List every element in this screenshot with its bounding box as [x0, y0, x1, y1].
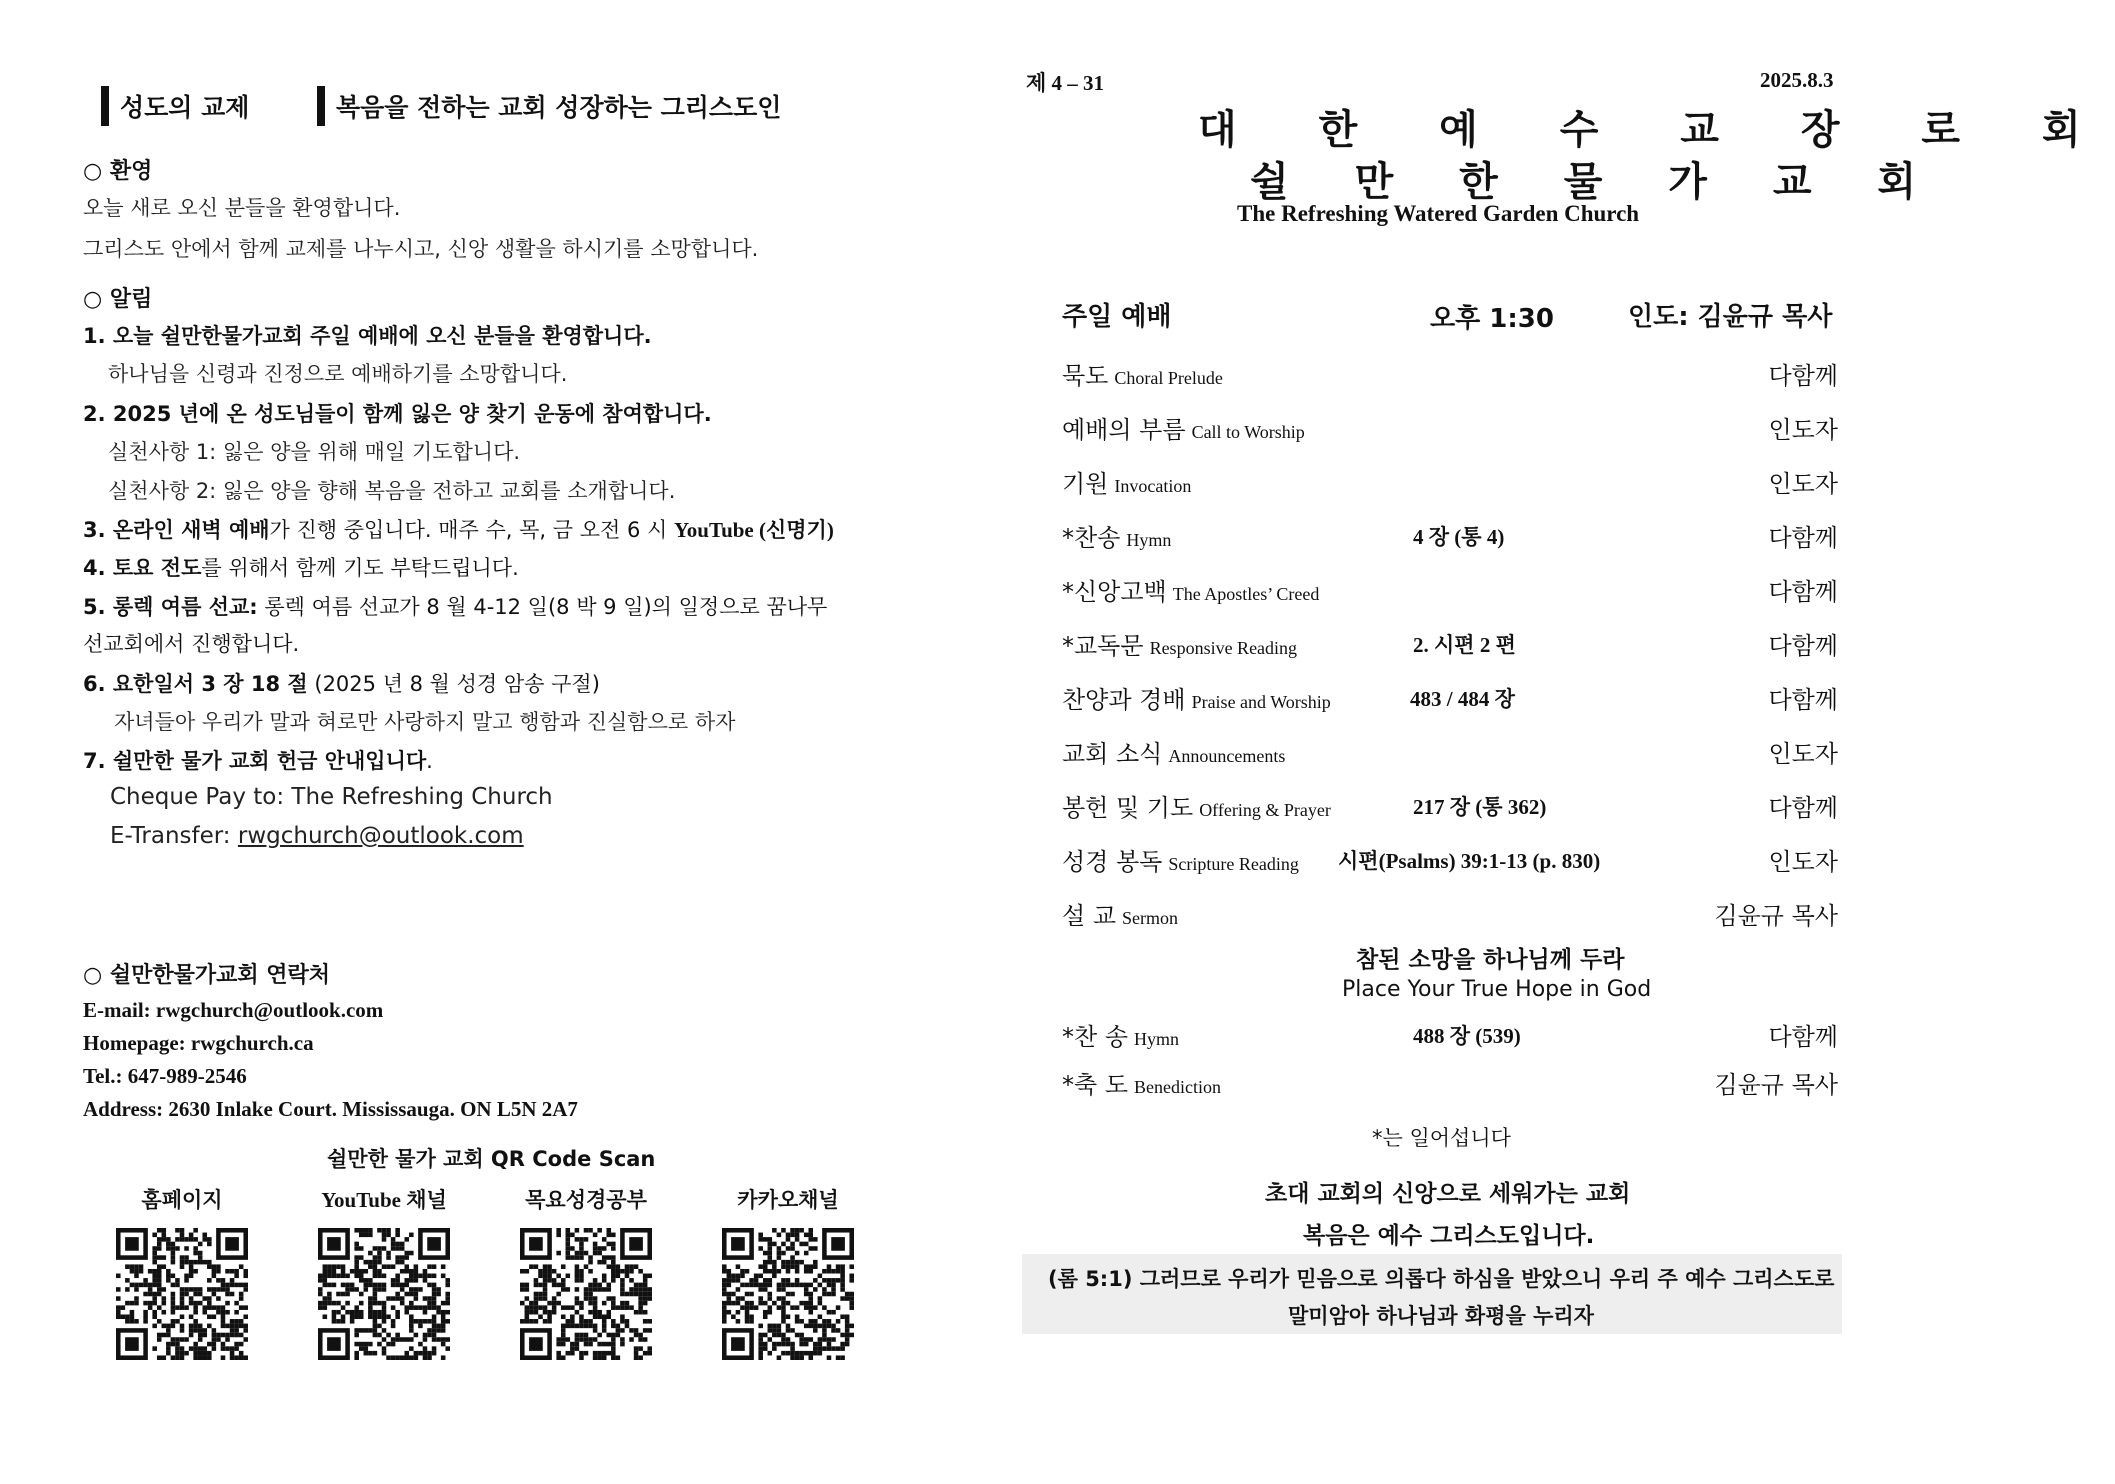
worship-item	[1062, 572, 1319, 607]
welcome-title: ○ 환영	[83, 159, 153, 184]
notice-2-sub-1: 실천사항 1: 잃은 양을 위해 매일 기도합니다.	[108, 440, 521, 464]
etransfer-label: E-Transfer:	[110, 823, 238, 849]
qr-title	[327, 1143, 655, 1173]
worship-item	[1062, 842, 1299, 877]
notice-1-sub: 하나님을 신령과 진정으로 예배하기를 소망합니다.	[108, 362, 568, 386]
header-bar-right	[317, 86, 325, 126]
bulletin-date: 2025.8.3	[1760, 68, 1834, 92]
qr-title-text: 쉴만한 물가 교회 QR Code Scan	[327, 1147, 656, 1171]
contact-tel: Tel.: 647-989-2546	[83, 1064, 247, 1088]
worship-item-detail: 217 장 (통 362)	[1413, 795, 1547, 819]
worship-item	[1062, 734, 1285, 769]
worship-item-leader: 인도자	[1768, 470, 1838, 498]
worship-item	[1062, 680, 1331, 715]
worship-item-leader: 김윤규 목사	[1714, 1071, 1838, 1099]
worship-item	[1062, 788, 1331, 823]
worship-item-korean: 찬양과 경배	[1062, 686, 1186, 714]
worship-item-korean: 기원	[1062, 470, 1109, 498]
worship-item-english: Responsive Reading	[1149, 638, 1298, 658]
service-leader: 인도: 김윤규 목사	[1628, 302, 1833, 332]
qr-label-homepage: 홈페이지	[141, 1188, 223, 1212]
worship-item-korean: *찬 송	[1062, 1023, 1128, 1051]
worship-item	[1062, 1065, 1221, 1100]
worship-item-korean: *찬송	[1062, 524, 1121, 552]
verse-line-1: (롬 5:1) 그러므로 우리가 믿음으로 의롭다 하심을 받았으니 우리 주 예수 그리스도로	[1048, 1267, 1835, 1291]
qr-code-homepage[interactable]	[116, 1228, 248, 1360]
notice-3	[83, 514, 834, 544]
worship-item-leader: 다함께	[1768, 362, 1838, 390]
stand-note: *는 일어섭니다	[1372, 1126, 1511, 1150]
worship-item-leader: 인도자	[1768, 848, 1838, 876]
worship-item-leader: 다함께	[1768, 632, 1838, 660]
worship-item-korean: *신앙고백	[1062, 578, 1167, 606]
etransfer-email-link[interactable]: rwgchurch@outlook.com	[237, 823, 524, 849]
service-name: 주일 예배	[1062, 302, 1172, 332]
notice-6-rest: (2025 년 8 월 성경 암송 구절)	[307, 672, 600, 696]
welcome-line-1: 오늘 새로 오신 분들을 환영합니다.	[83, 196, 401, 220]
cheque-line: Cheque Pay to: The Refreshing Church	[110, 784, 553, 810]
notice-6-verse: 자녀들아 우리가 말과 혀로만 사랑하지 말고 행함과 진실함으로 하자	[114, 710, 736, 734]
notice-5	[83, 591, 827, 621]
worship-item-english: Invocation	[1114, 476, 1192, 496]
worship-item-english: Hymn	[1126, 530, 1172, 550]
notice-7-bold: 7. 쉴만한 물가 교회 헌금 안내입니다	[83, 749, 427, 773]
worship-item-korean: 예배의 부름	[1062, 416, 1186, 444]
worship-item-leader: 인도자	[1768, 416, 1838, 444]
sermon-title-ko: 참된 소망을 하나님께 두라	[1356, 947, 1625, 973]
worship-item-leader: 다함께	[1768, 524, 1838, 552]
service-time	[1430, 298, 1554, 335]
issue-number: 제 4 – 31	[1026, 71, 1105, 95]
worship-item-leader: 인도자	[1768, 740, 1838, 768]
worship-item-leader: 김윤규 목사	[1714, 902, 1838, 930]
notice-4-rest: 를 위해서 함께 기도 부탁드립니다.	[201, 556, 519, 580]
worship-item-english: Scripture Reading	[1168, 854, 1299, 874]
worship-item-english: Call to Worship	[1191, 422, 1305, 442]
qr-label-youtube: YouTube 채널	[321, 1188, 447, 1212]
notice-5-rest: 롱렉 여름 선교가 8 월 4-12 일(8 박 9 일)의 일정으로 꿈나무	[257, 595, 828, 619]
worship-item-english: Sermon	[1122, 908, 1178, 928]
notice-7	[83, 745, 433, 775]
worship-item-korean: 봉헌 및 기도	[1062, 794, 1194, 822]
worship-item-leader: 다함께	[1768, 794, 1838, 822]
worship-item-detail: 483 / 484 장	[1410, 687, 1515, 711]
worship-item-leader: 다함께	[1768, 686, 1838, 714]
denomination-title: 대 한 예 수 교 장 로 회	[1198, 106, 2115, 153]
contact-homepage: Homepage: rwgchurch.ca	[83, 1031, 314, 1055]
fellowship-title: 성도의 교제	[120, 93, 250, 122]
worship-item	[1062, 356, 1223, 391]
worship-item-english: Announcements	[1168, 746, 1286, 766]
notice-1: 1. 오늘 쉴만한물가교회 주일 예배에 오신 분들을 환영합니다.	[83, 324, 652, 348]
qr-label-kakao: 카카오채널	[737, 1188, 839, 1212]
church-title-en: The Refreshing Watered Garden Church	[1237, 201, 1640, 226]
notice-5-line-2: 선교회에서 진행합니다.	[83, 632, 300, 656]
worship-item-english: Choral Prelude	[1114, 368, 1223, 388]
qr-code-bible-study[interactable]	[520, 1228, 652, 1360]
worship-item	[1062, 464, 1191, 499]
worship-item	[1062, 410, 1305, 445]
worship-item-detail: 488 장 (539)	[1413, 1024, 1521, 1048]
contact-email: E-mail: rwgchurch@outlook.com	[83, 998, 384, 1022]
worship-item-korean: 설 교	[1062, 902, 1116, 930]
worship-item-detail: 시편(Psalms) 39:1-13 (p. 830)	[1338, 849, 1601, 873]
left-page	[0, 0, 960, 1484]
worship-item-english: Hymn	[1134, 1029, 1179, 1049]
etransfer-line	[110, 823, 524, 849]
church-motto-2: 복음은 예수 그리스도입니다.	[1303, 1223, 1595, 1249]
notice-4-bold: 4. 토요 전도	[83, 556, 202, 580]
notices-title: ○ 알림	[83, 287, 153, 312]
notice-2: 2. 2025 년에 온 성도님들이 함께 잃은 양 찾기 운동에 참여합니다.	[83, 402, 712, 426]
notice-2-sub-2: 실천사항 2: 잃은 양을 향해 복음을 전하고 교회를 소개합니다.	[108, 479, 676, 503]
worship-item-english: Offering & Prayer	[1199, 800, 1331, 820]
worship-item-korean: 묵도	[1062, 362, 1109, 390]
qr-code-kakao[interactable]	[722, 1228, 854, 1360]
contact-address: Address: 2630 Inlake Court. Mississauga. ON L5N 2A7	[83, 1097, 578, 1121]
worship-item-detail: 2. 시편 2 편	[1413, 633, 1516, 657]
welcome-line-2: 그리스도 안에서 함께 교제를 나누시고, 신앙 생활을 하시기를 소망합니다.	[83, 237, 759, 261]
worship-item-korean: 교회 소식	[1062, 740, 1163, 768]
notice-6-bold: 6. 요한일서 3 장 18 절	[83, 672, 308, 696]
verse-line-2: 말미암아 하나님과 화평을 누리자	[1288, 1304, 1594, 1328]
qr-code-youtube[interactable]	[318, 1228, 450, 1360]
notice-5-bold: 5. 롱렉 여름 선교:	[83, 595, 258, 619]
worship-item-english: The Apostles’ Creed	[1172, 584, 1320, 604]
worship-item-leader: 다함께	[1768, 1023, 1838, 1051]
notice-3-rest: 가 진행 중입니다. 매주 수, 목, 금 오전 6 시	[269, 518, 674, 542]
worship-item-english: Benediction	[1134, 1077, 1221, 1097]
sermon-title-en: Place Your True Hope in God	[1342, 977, 1652, 1002]
service-time-text: 오후 1:30	[1430, 304, 1554, 334]
notice-6	[83, 668, 600, 698]
worship-item-detail: 4 장 (통 4)	[1413, 525, 1505, 549]
worship-item-korean: *교독문	[1062, 632, 1144, 660]
notice-3-youtube: YouTube (신명기)	[673, 518, 834, 542]
church-title-ko: 쉴 만 한 물 가 교 회	[1250, 158, 1943, 205]
notice-4	[83, 552, 519, 582]
notice-7-dot: .	[426, 749, 433, 773]
worship-item	[1062, 1017, 1179, 1052]
motto-title: 복음을 전하는 교회 성장하는 그리스도인	[336, 93, 782, 122]
header-bar-left	[101, 86, 109, 126]
worship-item-korean: *축 도	[1062, 1071, 1128, 1099]
worship-item-leader: 다함께	[1768, 578, 1838, 606]
worship-item-english: Praise and Worship	[1191, 692, 1331, 712]
worship-item	[1062, 518, 1171, 553]
qr-label-bible-study: 목요성경공부	[525, 1188, 647, 1212]
church-motto-1: 초대 교회의 신앙으로 세워가는 교회	[1265, 1181, 1631, 1207]
contact-title: ○ 쉴만한물가교회 연락처	[83, 963, 331, 988]
notice-3-bold: 3. 온라인 새벽 예배	[83, 518, 270, 542]
worship-item-korean: 성경 봉독	[1062, 848, 1163, 876]
worship-item	[1062, 896, 1178, 931]
worship-item	[1062, 626, 1297, 661]
